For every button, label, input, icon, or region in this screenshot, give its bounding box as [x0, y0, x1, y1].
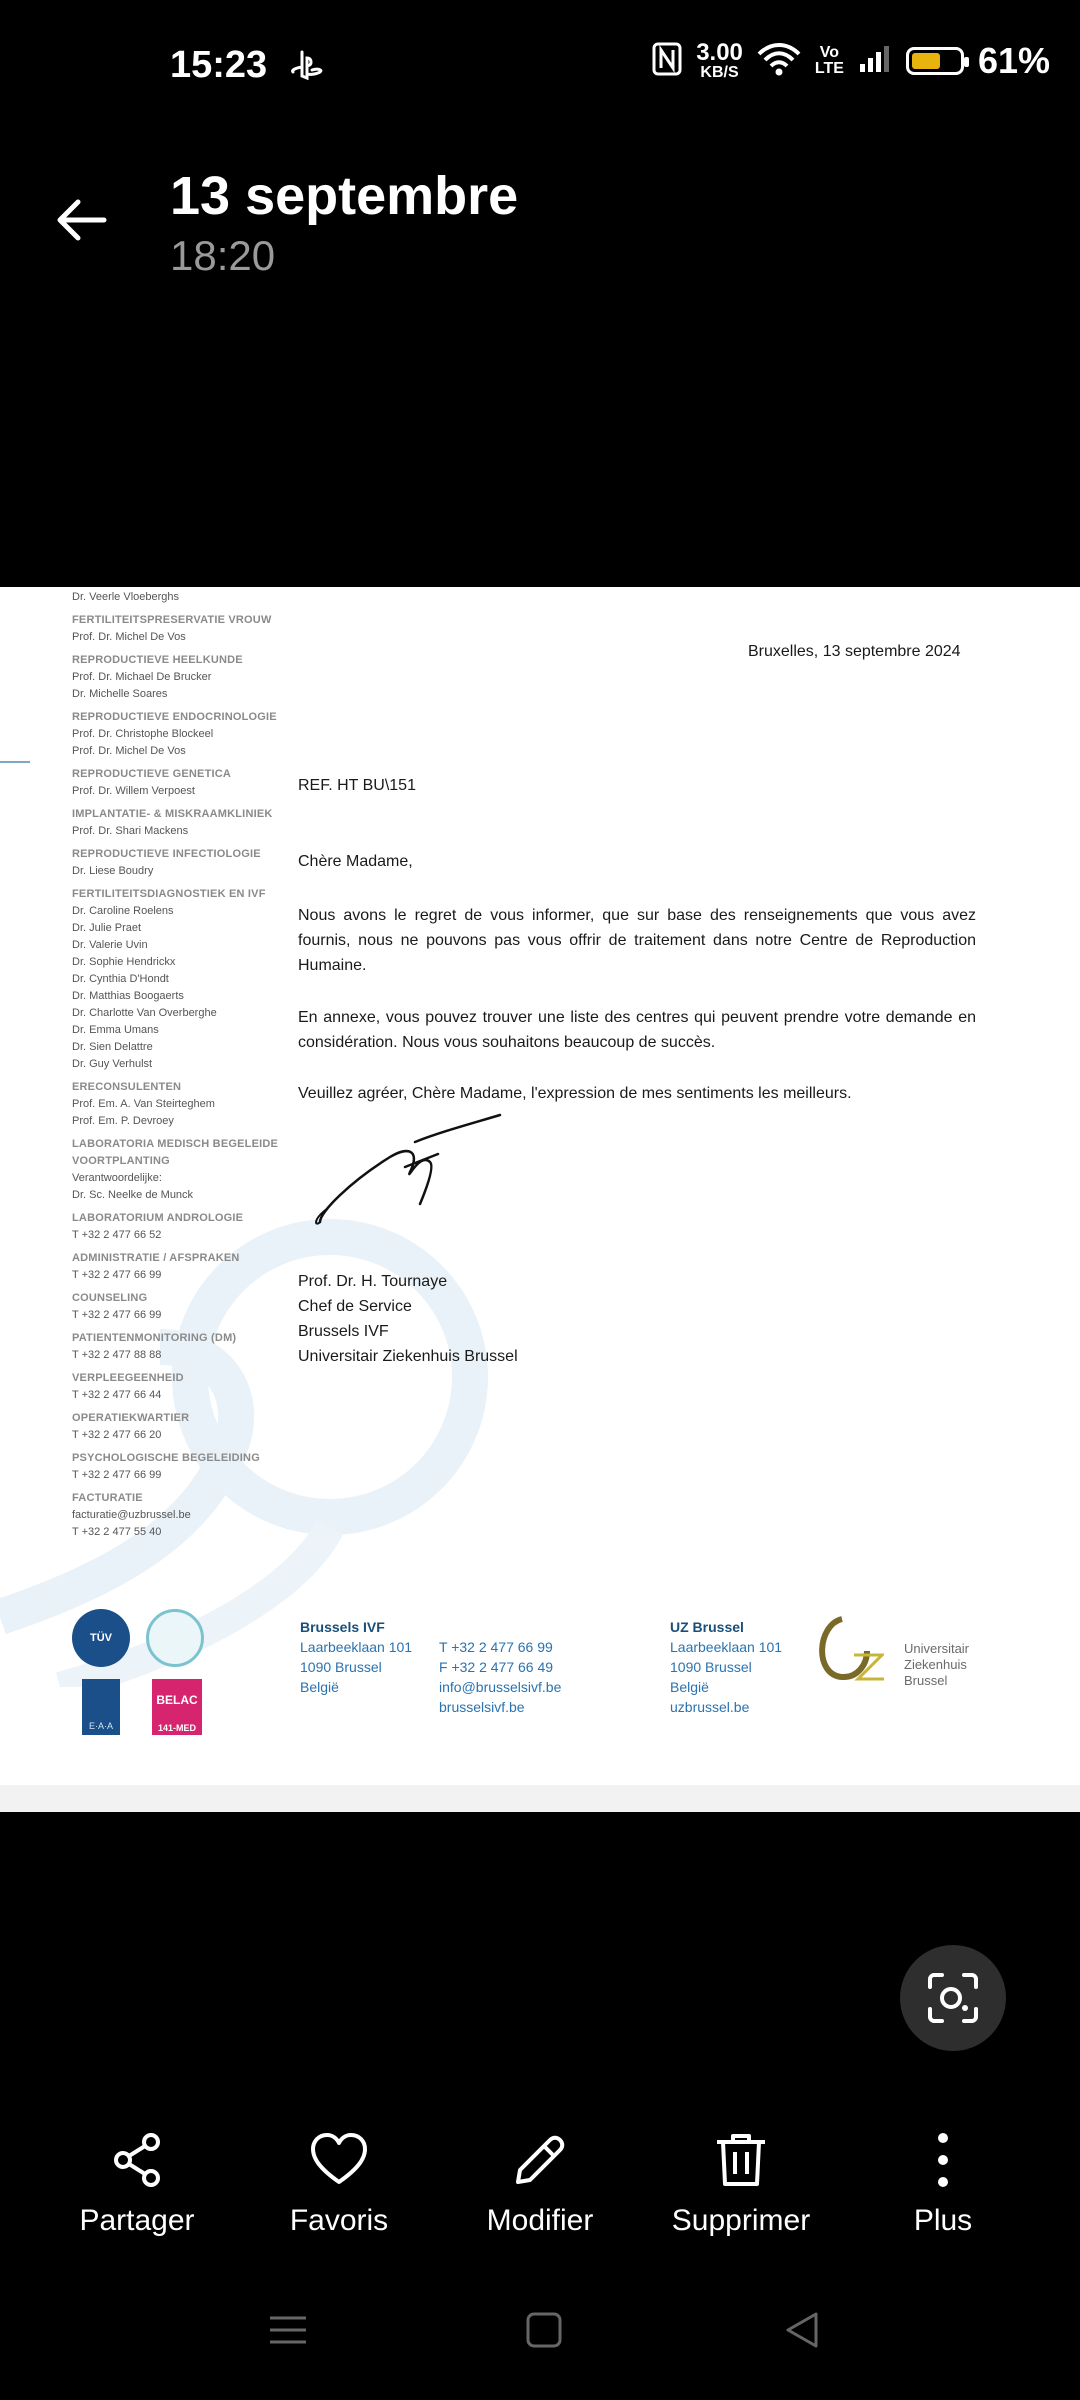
- uz-logo-line: Universitair: [904, 1641, 970, 1656]
- footer-uz-brussel: [670, 1617, 782, 1717]
- uz-logo-icon: [812, 1615, 884, 1685]
- sidebar-line: Prof. Dr. Michel De Vos: [72, 745, 186, 757]
- page-title: 13 septembre: [170, 166, 519, 226]
- sidebar-heading: VERPLEEGEENHEID: [72, 1372, 184, 1384]
- sidebar-line: Verantwoordelijke:: [72, 1172, 162, 1184]
- heart-icon: [309, 2130, 369, 2190]
- sidebar-line: Dr. Michelle Soares: [72, 688, 168, 700]
- sidebar-line: Prof. Em. P. Devroey: [72, 1115, 174, 1127]
- footer-uz-name: UZ Brussel: [670, 1619, 744, 1635]
- sidebar-heading: ERECONSULENTEN: [72, 1081, 182, 1093]
- delete-label: Supprimer: [671, 2204, 811, 2237]
- sidebar-line: facturatie@uzbrussel.be: [72, 1509, 191, 1521]
- sidebar-line: T +32 2 477 66 20: [72, 1429, 162, 1441]
- delete-button[interactable]: [641, 2130, 841, 2238]
- footer-uz-line: België: [670, 1679, 709, 1695]
- sidebar-line: Dr. Sophie Hendrickx: [72, 956, 176, 968]
- sidebar-line: T +32 2 477 66 44: [72, 1389, 162, 1401]
- sidebar-heading: REPRODUCTIEVE GENETICA: [72, 768, 232, 780]
- footer-ivf-name: Brussels IVF: [300, 1619, 385, 1635]
- network-speed-unit: KB/S: [700, 64, 739, 81]
- sidebar-line: T +32 2 477 66 99: [72, 1469, 162, 1481]
- lens-button[interactable]: [900, 1945, 1006, 2051]
- sidebar-heading: ADMINISTRATIE / AFSPRAKEN: [72, 1252, 240, 1264]
- sidebar-line: Dr. Cynthia D'Hondt: [72, 973, 169, 985]
- menu-icon: [268, 2310, 308, 2350]
- favorites-button[interactable]: [239, 2130, 439, 2238]
- footer-ivf-line: België: [300, 1679, 339, 1695]
- volte-indicator: [815, 45, 844, 77]
- sidebar-heading: COUNSELING: [72, 1292, 148, 1304]
- signatory-line: Universitair Ziekenhuis Brussel: [298, 1348, 518, 1365]
- more-label: Plus: [913, 2204, 973, 2237]
- paragraph-1: Nous avons le regret de vous informer, que sur base des renseignements que vous avez fournis, nous ne pouvons pas vous offrir de traitement dans notre Centre de Reproduction Humaine.: [298, 907, 976, 974]
- pencil-icon: [510, 2130, 570, 2190]
- clock: 15:23: [170, 44, 268, 86]
- footer-uz-line: Laarbeeklaan 101: [670, 1639, 783, 1655]
- footer-contact: [439, 1637, 561, 1717]
- sidebar-heading: FERTILITEITSDIAGNOSTIEK EN IVF: [72, 888, 266, 900]
- sidebar-line: Prof. Dr. Michel De Vos: [72, 631, 186, 643]
- network-speed-value: 3.00: [696, 39, 743, 66]
- edit-button[interactable]: [440, 2130, 640, 2238]
- sidebar-line: T +32 2 477 66 52: [72, 1229, 162, 1241]
- eaa-badge: E·A·A: [82, 1679, 120, 1735]
- sidebar-line: T +32 2 477 88 88: [72, 1349, 162, 1361]
- volte-bottom: LTE: [814, 60, 844, 77]
- status-bar: [0, 0, 1080, 140]
- reference: REF. HT BU\151: [298, 777, 416, 794]
- share-label: Partager: [79, 2204, 195, 2237]
- uz-logo-line: Ziekenhuis: [904, 1657, 967, 1672]
- wifi-icon: [757, 42, 801, 81]
- footer-fax: F +32 2 477 66 49: [439, 1659, 554, 1675]
- sidebar-heading: REPRODUCTIEVE ENDOCRINOLOGIE: [72, 711, 277, 723]
- footer-brussels-ivf: [300, 1617, 412, 1697]
- network-speed: [696, 41, 743, 81]
- fold-mark: [0, 761, 30, 763]
- sidebar-line: T +32 2 477 66 99: [72, 1269, 162, 1281]
- sidebar-line: Dr. Caroline Roelens: [72, 905, 174, 917]
- sidebar-line: Dr. Sien Delattre: [72, 1041, 153, 1053]
- sidebar-line: Prof. Dr. Michael De Brucker: [72, 671, 212, 683]
- battery-percent: 61%: [977, 40, 1050, 81]
- sidebar-heading: FERTILITEITSPRESERVATIE VROUW: [72, 614, 272, 626]
- paragraph-2: En annexe, vous pouvez trouver une liste des centres qui peuvent prendre votre demande en considération. Nous vous souhaitons beaucoup de succès.: [298, 1009, 976, 1051]
- sidebar-line: Prof. Dr. Willem Verpoest: [72, 785, 195, 797]
- closing: Veuillez agréer, Chère Madame, l'expression de mes sentiments les meilleurs.: [298, 1085, 852, 1102]
- belac-badge: BELAC: [152, 1679, 202, 1721]
- nav-home-button[interactable]: [524, 2310, 564, 2355]
- sidebar-line: Dr. Sc. Neelke de Munck: [72, 1189, 194, 1201]
- document-bottom-edge: [0, 1785, 1080, 1812]
- uz-logo-text: [904, 1641, 969, 1689]
- nav-recents-button[interactable]: [268, 2310, 308, 2355]
- signature: [310, 1112, 510, 1232]
- sidebar-line: Dr. Liese Boudry: [72, 865, 154, 877]
- share-icon: [107, 2130, 167, 2190]
- sidebar-line: Dr. Valerie Uvin: [72, 939, 148, 951]
- nfc-icon: [652, 42, 682, 81]
- sidebar-line: Prof. Dr. Shari Mackens: [72, 825, 189, 837]
- nav-back-button[interactable]: [782, 2310, 822, 2355]
- sidebar-heading: FACTURATIE: [72, 1492, 143, 1504]
- signatory-line: Prof. Dr. H. Tournaye: [298, 1273, 448, 1290]
- sidebar-line: Dr. Julie Praet: [72, 922, 142, 934]
- signatory-line: Chef de Service: [298, 1298, 412, 1315]
- sidebar-line: Dr. Matthias Boogaerts: [72, 990, 184, 1002]
- footer-ivf-line: 1090 Brussel: [300, 1659, 382, 1675]
- edit-label: Modifier: [486, 2204, 594, 2237]
- footer-phone: T +32 2 477 66 99: [439, 1639, 553, 1655]
- signatory-block: [298, 1269, 518, 1369]
- sidebar-heading: REPRODUCTIEVE HEELKUNDE: [72, 654, 243, 666]
- battery-fill: [912, 53, 940, 69]
- footer-uz-line: 1090 Brussel: [670, 1659, 752, 1675]
- signal-icon: [858, 44, 892, 79]
- sidebar-heading: PATIENTENMONITORING (DM): [72, 1332, 237, 1344]
- sidebar-line: Prof. Em. A. Van Steirteghem: [72, 1098, 215, 1110]
- sidebar-heading: REPRODUCTIEVE INFECTIOLOGIE: [72, 848, 261, 860]
- footer-ivf-line: Laarbeeklaan 101: [300, 1639, 413, 1655]
- document-image[interactable]: [0, 587, 1080, 1812]
- tuv-badge: TÜV: [72, 1609, 130, 1667]
- sidebar-line: T +32 2 477 55 40: [72, 1526, 162, 1538]
- sidebar-heading: LABORATORIUM ANDROLOGIE: [72, 1212, 244, 1224]
- battery-icon: [906, 47, 964, 75]
- sidebar-line: Dr. Guy Verhulst: [72, 1058, 153, 1070]
- arrow-left-icon: [52, 190, 112, 250]
- belac-sub: 141-MED: [152, 1721, 202, 1735]
- sidebar-heading: OPERATIEKWARTIER: [72, 1412, 190, 1424]
- volte-top: Vo: [819, 44, 840, 61]
- signatory-line: Brussels IVF: [298, 1323, 389, 1340]
- playstation-icon: [290, 50, 324, 88]
- sidebar-heading: IMPLANTATIE- & MISKRAAMKLINIEK: [72, 808, 273, 820]
- trash-icon: [711, 2130, 771, 2190]
- sidebar-line: Dr. Charlotte Van Overberghe: [72, 1007, 217, 1019]
- status-icons: [652, 40, 1050, 82]
- share-button[interactable]: [37, 2130, 237, 2238]
- sidebar-line: Dr. Veerle Vloeberghs: [72, 591, 180, 603]
- home-square-icon: [524, 2310, 564, 2350]
- eu-tissue-badge: [146, 1609, 204, 1667]
- sidebar-line: T +32 2 477 66 99: [72, 1309, 162, 1321]
- more-button[interactable]: [843, 2130, 1043, 2238]
- back-triangle-icon: [782, 2310, 822, 2350]
- staff-sidebar: [72, 589, 282, 1541]
- uz-logo-line: Brussel: [904, 1673, 948, 1688]
- sidebar-line: Prof. Dr. Christophe Blockeel: [72, 728, 214, 740]
- back-button[interactable]: [52, 190, 112, 250]
- sidebar-heading: LABORATORIA MEDISCH BEGELEIDE VOORTPLANTING: [72, 1138, 279, 1167]
- salutation: Chère Madame,: [298, 853, 413, 870]
- footer-website: brusselsivf.be: [439, 1699, 525, 1715]
- sidebar-line: Dr. Emma Umans: [72, 1024, 159, 1036]
- lens-scan-icon: [924, 1969, 982, 2027]
- favorites-label: Favoris: [289, 2204, 389, 2237]
- more-icon: [913, 2130, 973, 2190]
- place-date: Bruxelles, 13 septembre 2024: [748, 643, 961, 660]
- footer-uz-line: uzbrussel.be: [670, 1699, 750, 1715]
- sidebar-heading: PSYCHOLOGISCHE BEGELEIDING: [72, 1452, 260, 1464]
- page-subtitle: 18:20: [170, 232, 276, 279]
- footer-email: info@brusselsivf.be: [439, 1679, 562, 1695]
